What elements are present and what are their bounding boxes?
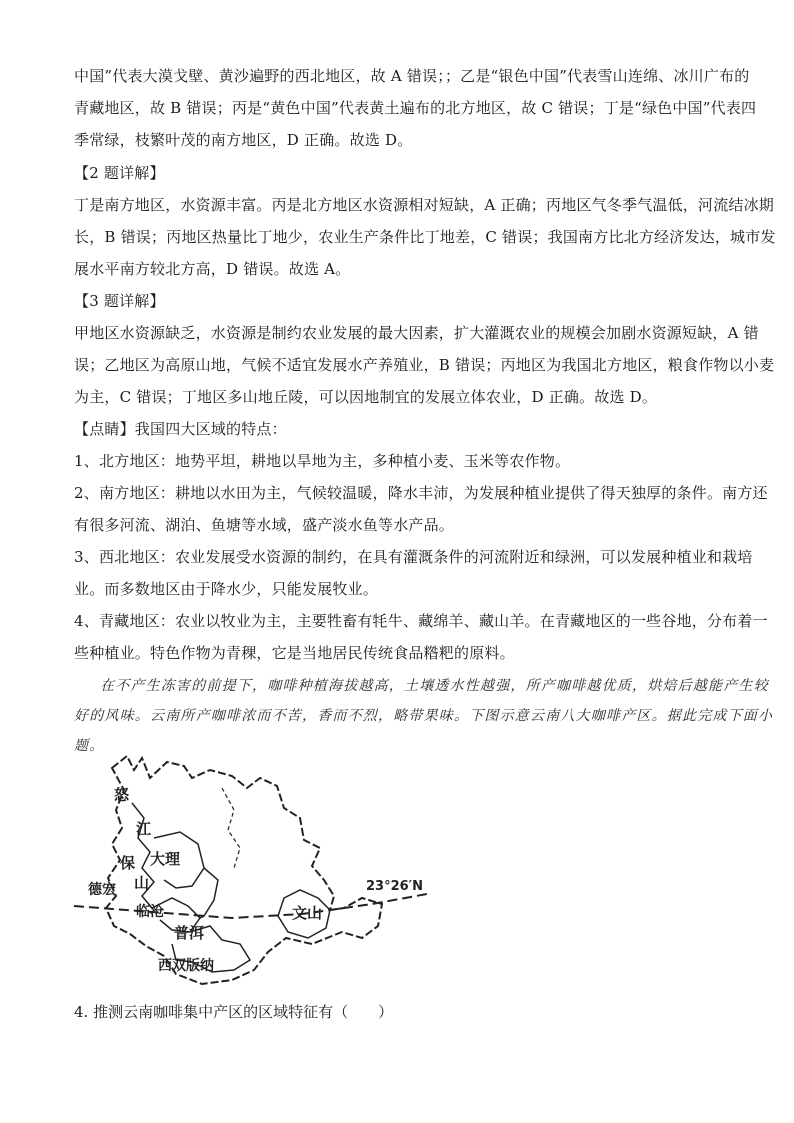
label-dehong: 德宏: [88, 882, 116, 898]
text-line: 中国”代表大漠戈壁、黄沙遍野的西北地区，故 A 错误；；乙是“银色中国”代表雪山连绵、冰川广布的: [74, 67, 750, 85]
text-line: 2、南方地区：耕地以水田为主，气候较温暖，降水丰沛，为发展种植业提供了得天独厚的条件。南方还: [74, 484, 768, 502]
text-line: 业。而多数地区由于降水少，只能发展牧业。: [74, 580, 379, 598]
intro-line: 题。: [74, 738, 105, 754]
text-line: 长，B 错误；丙地区热量比丁地少，农业生产条件比丁地差，C 错误；我国南方比北方经济发达，城市发: [74, 228, 776, 246]
text-line: 3、西北地区：农业发展受水资源的制约，在具有灌溉条件的河流附近和绿洲，可以发展种植业和栽培: [74, 548, 753, 566]
label-nujiang: 怒: [114, 786, 130, 804]
label-dali: 大理: [150, 850, 181, 868]
label-baoshan-shan: 山: [134, 874, 150, 892]
label-puer: 普洱: [174, 924, 205, 942]
text-line: 4、青藏地区：农业以牧业为主，主要牲畜有牦牛、藏绵羊、藏山羊。在青藏地区的一些谷地，分布着一: [74, 612, 768, 630]
text-line: 些种植业。特色作物为青稞，它是当地居民传统食品糌粑的原料。: [74, 644, 515, 662]
intro-line: 在不产生冻害的前提下，咖啡种植海拔越高，土壤透水性越强，所产咖啡越优质，烘焙后越能产生较: [100, 678, 769, 694]
tropic-of-cancer-line: [74, 894, 427, 918]
label-latitude: 23°26′N: [366, 879, 423, 894]
text-line: 季常绿，枝繁叶茂的南方地区，D 正确。故选 D。: [74, 131, 413, 149]
yunnan-coffee-map: [72, 748, 432, 988]
section-heading: 【2 题详解】: [74, 164, 165, 182]
label-jiang: 江: [136, 820, 152, 838]
text-line: 展水平南方较北方高，D 错误。故选 A。: [74, 260, 351, 278]
text-line: 青藏地区，故 B 错误；丙是“黄色中国”代表黄土遍布的北方地区，故 C 错误；丁是“绿色中国”代表四: [74, 99, 757, 117]
text-line: 1、北方地区：地势平坦，耕地以旱地为主，多种植小麦、玉米等农作物。: [74, 452, 571, 470]
label-lincang: 临沧: [136, 904, 164, 920]
text-line: 为主，C 错误；丁地区多山地丘陵，可以因地制宜的发展立体农业，D 正确。故选 D。: [74, 388, 658, 406]
section-heading: 【3 题详解】: [74, 292, 165, 310]
question-4: 4. 推测云南咖啡集中产区的区域特征有（ ）: [74, 1003, 394, 1021]
region-border: [200, 868, 218, 918]
section-heading: 【点睛】我国四大区域的特点：: [74, 420, 287, 438]
intro-line: 好的风味。云南所产咖啡浓而不苦，香而不烈，略带果味。下图示意云南八大咖啡产区。据此完成下面小: [74, 708, 774, 724]
label-wenshan: 文山: [292, 904, 323, 922]
text-line: 甲地区水资源缺乏，水资源是制约农业发展的最大因素，扩大灌溉农业的规模会加剧水资源短缺，A 错: [74, 324, 759, 342]
text-line: 有很多河流、湖泊、鱼塘等水域，盛产淡水鱼等水产品。: [74, 516, 455, 534]
region-border: [222, 788, 240, 868]
label-baoshan-bao: 保: [120, 854, 136, 872]
text-line: 丁是南方地区，水资源丰富。丙是北方地区水资源相对短缺，A 正确；丙地区气冬季气温低，河流结冰期: [74, 196, 775, 214]
text-line: 误；乙地区为高原山地，气候不适宜发展水产养殖业，B 错误；丙地区为我国北方地区，粮食作物以小麦: [74, 356, 775, 374]
label-xishuangbanna: 西双版纳: [158, 958, 214, 974]
